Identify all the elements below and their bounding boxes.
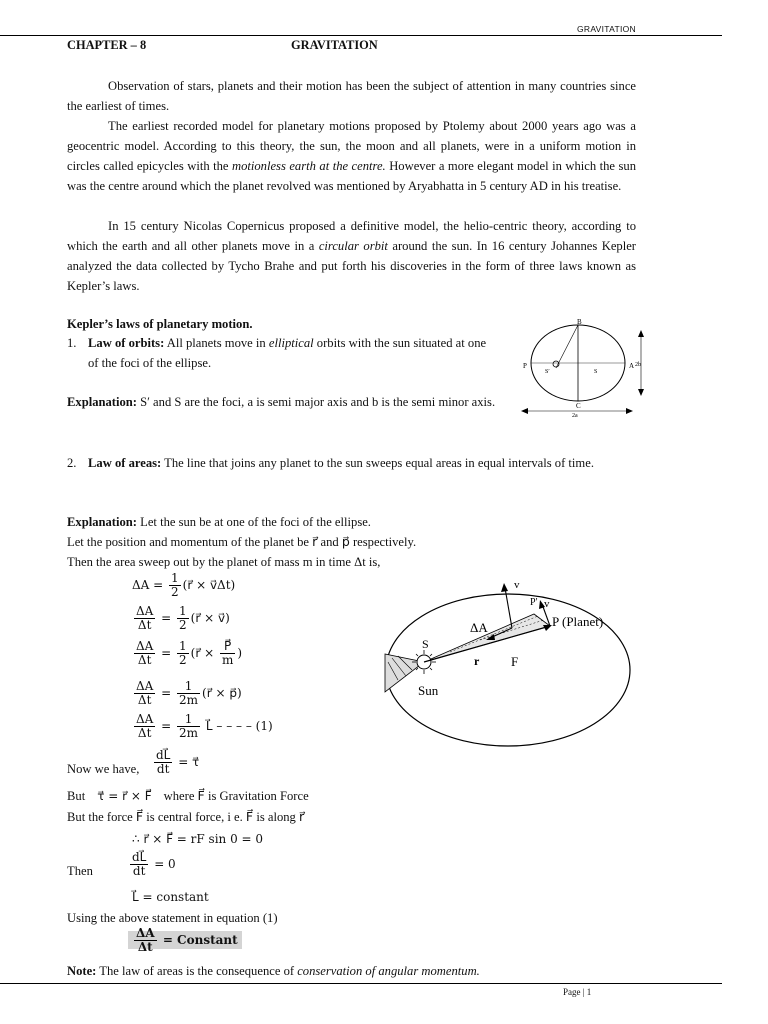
page-number: Page | 1: [563, 987, 592, 997]
label-r: r: [474, 654, 480, 668]
label-v2: v: [544, 598, 550, 610]
label-S: S: [422, 637, 429, 651]
label-sun: Sun: [418, 683, 439, 698]
eq-area-1: ΔA = $\frac{1}{2}$ (r⃗ × v⃗Δt): [132, 571, 236, 599]
now-we-have: Now we have,: [67, 762, 140, 776]
but-line: But τ⃗ = r⃗ × F⃗ where F⃗ is Gravitation Force: [67, 789, 309, 803]
intro-paragraph-2: The earliest recorded model for planetary motions proposed by Ptolemy about 2000 years ago was a geocentric model. According to this theory, the sun, the moon and all planets, were in a uniform motion in circles called epicycles with the motionless earth at the centre. However a more elegant model in which the sun was the centre around which the planet revolved was mentioned by Aryabhatta in 5 century AD in his treatise.: [67, 119, 636, 193]
then-label: Then: [67, 864, 93, 878]
eq-area-4: $\frac{\Delta A}{\Delta t}$ = $\frac{1}{2m}$ (r⃗ × p⃗): [136, 679, 242, 707]
label-dA: ΔA: [470, 620, 488, 635]
eq-area-5: $\frac{\Delta A}{\Delta t}$ = $\frac{1}{2m}$ L⃗ – – – – (1): [136, 712, 273, 740]
label-2b: 2b: [635, 362, 641, 368]
label-P: P: [523, 362, 527, 370]
label-F: F: [511, 654, 519, 669]
running-header: GRAVITATION: [576, 24, 636, 34]
constant-result: $\frac{\Delta A}{\Delta t}$ = Constant: [128, 927, 242, 954]
ellipse-diagram: [505, 318, 655, 418]
label-S-prime: S′: [545, 369, 550, 375]
kepler-heading: Kepler’s laws of planetary motion.: [67, 317, 253, 331]
law-2: 2. Law of areas: The line that joins any planet to the sun sweeps equal areas in equal intervals of time.: [67, 456, 594, 470]
label-planet: P (Planet): [552, 614, 604, 629]
eq-dL-dt: $\frac{dL⃗}{dt}$ = τ⃗: [156, 748, 200, 776]
header-rule: [0, 35, 722, 36]
label-C: C: [576, 402, 581, 410]
chapter-title: GRAVITATION: [291, 38, 378, 52]
position-momentum-line: Let the position and momentum of the planet be r⃗ and p⃗ respectively.: [67, 535, 417, 549]
label-S: S: [594, 369, 598, 375]
label-p-prime: P′: [530, 597, 538, 608]
label-2a: 2a: [572, 413, 578, 418]
explanation-1: Explanation: S′ and S are the foci, a is semi major axis and b is the semi minor axis.: [67, 395, 496, 409]
footer-rule: [0, 983, 722, 984]
label-B: B: [577, 318, 582, 326]
intro-paragraph-3: In 15 century Nicolas Copernicus proposed a definitive model, the helio-centric theory, according to which the earth and all other planets move in a circular orbit around the sun. In 16 century Johannes Kepler analyzed the data collected by Tycho Brahe and put forth his discoveries in the form of three laws known as Kepler’s laws.: [67, 219, 636, 293]
orbit-diagram: [380, 570, 640, 750]
explanation-2: Explanation: Let the sun be at one of the foci of the ellipse.: [67, 515, 371, 529]
using-statement: Using the above statement in equation (1): [67, 911, 278, 925]
eq-dL-zero: $\frac{dL⃗}{dt}$ = 0: [132, 850, 176, 878]
note-line: Note: The law of areas is the consequence of conservation of angular momentum.: [67, 964, 480, 978]
area-sweep-line: Then the area sweep out by the planet of mass m in time Δt is,: [67, 555, 381, 569]
eq-area-2: $\frac{\Delta A}{\Delta t}$ = $\frac{1}{2}$ (r⃗ × v⃗): [136, 604, 230, 632]
therefore-line: ∴ r⃗ × F⃗ = rF sin 0 = 0: [132, 832, 264, 846]
eq-area-3: $\frac{\Delta A}{\Delta t}$ = $\frac{1}{2}$ (r⃗ × $\frac{P⃗}{m}$ ): [136, 639, 243, 667]
law-1: 1. Law of orbits: All planets move in elliptical orbits with the sun situated at one of the foci of the ellipse.: [67, 336, 487, 370]
chapter-label: CHAPTER – 8: [67, 38, 147, 52]
intro-paragraph-1: Observation of stars, planets and their motion has been the subject of attention in many countries since the earliest of times.: [67, 79, 636, 113]
label-A: A: [629, 362, 635, 370]
L-constant: L⃗ = constant: [132, 890, 209, 904]
label-v1: v: [514, 579, 520, 591]
central-force-line: But the force F⃗ is central force, i e. F⃗ is along r⃗: [67, 810, 305, 824]
